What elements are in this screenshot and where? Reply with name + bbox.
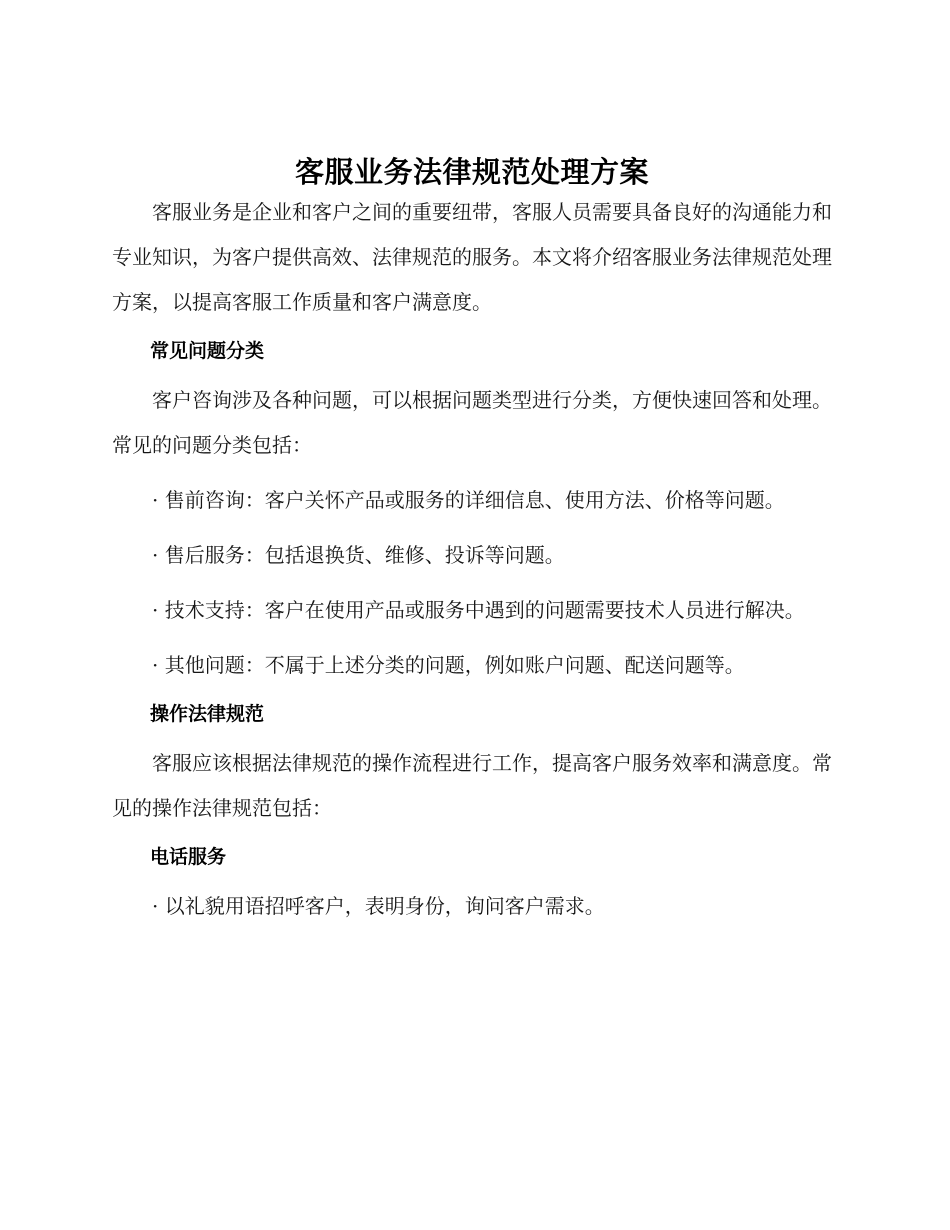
section-heading-categories: 常见问题分类 (150, 340, 265, 362)
bullet-other: · 其他问题：不属于上述分类的问题，例如账户问题、配送问题等。 (152, 653, 745, 677)
bullet-presales: · 售前咨询：客户关怀产品或服务的详细信息、使用方法、价格等问题。 (152, 488, 785, 512)
intro-paragraph: 客服业务是企业和客户之间的重要纽带，客服人员需要具备良好的沟通能力和专业知识，为客户提供高效、法律规范的服务。本文将介绍客服业务法律规范处理方案，以提高客服工作质量和客户满意度。 (112, 200, 832, 314)
section-heading-phone: 电话服务 (150, 846, 227, 868)
categories-paragraph: 客户咨询涉及各种问题，可以根据问题类型进行分类，方便快速回答和处理。常见的问题分类包括： (112, 388, 832, 457)
operations-paragraph: 客服应该根据法律规范的操作流程进行工作，提高客户服务效率和满意度。常见的操作法律规范包括： (112, 751, 832, 820)
bullet-aftersales: · 售后服务：包括退换货、维修、投诉等问题。 (152, 543, 565, 567)
document-title: 客服业务法律规范处理方案 (294, 155, 649, 189)
bullet-tech-support: · 技术支持：客户在使用产品或服务中遇到的问题需要技术人员进行解决。 (152, 598, 805, 622)
section-heading-operations: 操作法律规范 (150, 703, 265, 725)
document-body (112, 150, 832, 929)
bullet-phone-greeting: · 以礼貌用语招呼客户，表明身份，询问客户需求。 (152, 894, 605, 918)
